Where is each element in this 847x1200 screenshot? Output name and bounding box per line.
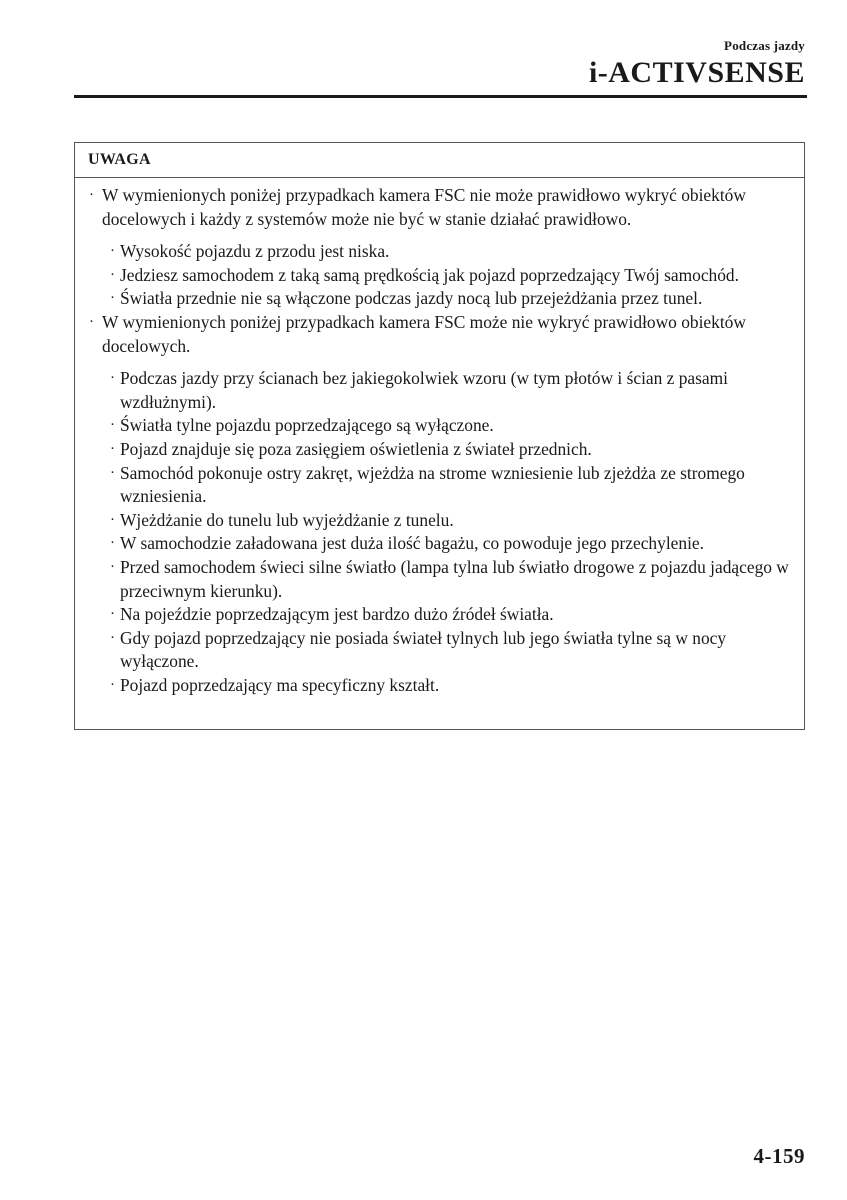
note-item (89, 311, 792, 358)
note-subitem-text: Światła przednie nie są włączone podczas jazdy nocą lub przejeżdżania przez tunel. (120, 288, 703, 309)
note-subitem-text: Wjeżdżanie do tunelu lub wyjeżdżanie z tunelu. (120, 509, 454, 530)
note-subitem (89, 240, 792, 264)
bullet-icon: · (110, 558, 115, 575)
bullet-icon: · (110, 535, 115, 552)
note-subitem (89, 532, 792, 556)
note-subitem-text: Pojazd znajduje się poza zasięgiem oświetlenia z świateł przednich. (120, 438, 592, 459)
note-item-text: W wymienionych poniżej przypadkach kamera FSC może nie wykryć prawidłowo obiektów docelowych. (102, 311, 746, 356)
bullet-icon: · (89, 187, 94, 203)
bullet-icon: · (110, 676, 115, 693)
note-subitem (89, 438, 792, 462)
note-body (75, 178, 804, 697)
note-subitem-text: Jedziesz samochodem z taką samą prędkością jak pojazd poprzedzający Twój samochód. (120, 264, 739, 285)
bullet-icon: · (110, 243, 115, 260)
bullet-icon: · (89, 313, 94, 330)
note-subitem (89, 462, 792, 509)
note-subitem (89, 627, 792, 674)
note-subitem-text: Przed samochodem świeci silne światło (lampa tylna lub światło drogowe z pojazdu jadącego w przeciwnym kierunku). (120, 556, 789, 601)
note-subitem-text: W samochodzie załadowana jest duża ilość bagażu, co powoduje jego przechylenie. (120, 533, 704, 554)
page-number: 4-159 (753, 1144, 805, 1168)
note-subitem-text: Światła tylne pojazdu poprzedzającego są wyłączone. (120, 415, 494, 436)
bullet-icon: · (110, 440, 115, 457)
bullet-icon: · (110, 464, 115, 481)
note-subitem (89, 367, 792, 414)
bullet-icon: · (110, 606, 115, 623)
bullet-icon: · (110, 511, 115, 528)
note-subitem-text: Podczas jazdy przy ścianach bez jakiegokolwiek wzoru (w tym płotów i ścian z pasami wzdłużnymi). (120, 368, 728, 412)
note-item-text: W wymienionych poniżej przypadkach kamera FSC nie może prawidłowo wykryć obiektów docelowych i każdy z systemów może nie być w stanie działać prawidłowo. (102, 185, 746, 229)
note-subitem (89, 414, 792, 438)
note-subitem-text: Gdy pojazd poprzedzający nie posiada świateł tylnych lub jego światła tylne są w nocy wyłączone. (120, 627, 727, 672)
note-subitem (89, 287, 792, 311)
bullet-icon: · (110, 417, 115, 434)
section-label: Podczas jazdy (724, 38, 805, 53)
note-heading: UWAGA (75, 143, 804, 178)
note-subitem-text: Samochód pokonuje ostry zakręt, wjeżdża na strome wzniesienie lub zjeżdża ze stromego wzniesienia. (120, 462, 745, 507)
warning-note-box (74, 142, 805, 730)
chapter-title: i-ACTIVSENSE (588, 56, 805, 89)
note-subitem (89, 264, 792, 288)
note-subitem (89, 509, 792, 533)
note-item (89, 184, 792, 231)
bullet-icon: · (110, 266, 115, 283)
bullet-icon: · (110, 629, 115, 646)
note-subitem-text: Pojazd poprzedzający ma specyficzny kształt. (120, 674, 440, 695)
note-subitem-text: Na pojeździe poprzedzającym jest bardzo dużo źródeł światła. (120, 604, 554, 625)
header-rule (74, 95, 807, 98)
note-subitem (89, 556, 792, 603)
bullet-icon: · (110, 290, 115, 307)
note-subitem (89, 603, 792, 627)
note-subitem-text: Wysokość pojazdu z przodu jest niska. (120, 241, 390, 262)
note-subitem (89, 674, 792, 698)
bullet-icon: · (110, 370, 115, 387)
